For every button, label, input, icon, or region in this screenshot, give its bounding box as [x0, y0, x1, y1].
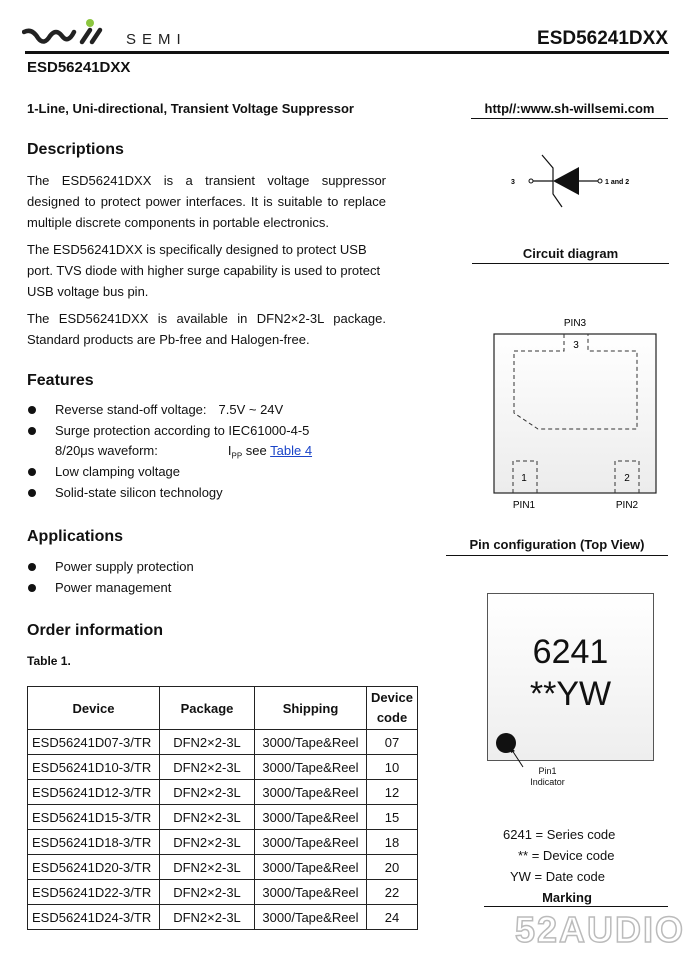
package-cell: DFN2×2-3L: [160, 805, 255, 830]
tagline: 1-Line, Uni-directional, Transient Voltage Suppressor: [27, 101, 354, 116]
package-cell: DFN2×2-3L: [160, 880, 255, 905]
order-table-body: [28, 730, 418, 930]
device-cell: ESD56241D20-3/TR: [28, 855, 160, 880]
device-cell: ESD56241D12-3/TR: [28, 780, 160, 805]
pin-label: 1 and 2: [605, 179, 630, 186]
watermark: 52AUDIO: [515, 909, 686, 950]
logo-text: SEMI: [126, 31, 187, 48]
table-row: [28, 755, 418, 780]
column-header: Device code: [367, 687, 418, 730]
table-row: [28, 855, 418, 880]
application-label: Power management: [55, 579, 172, 595]
feature-label: Low clamping voltage: [55, 464, 181, 480]
device-code-cell: 20: [367, 855, 418, 880]
willsemi-logo: [22, 18, 202, 53]
pin1-indicator-label: [520, 766, 575, 788]
ipp-subscript: PP: [231, 452, 243, 461]
marking-package: [487, 593, 654, 761]
order-table: [27, 686, 418, 930]
column-header: Package: [160, 687, 255, 730]
package-cell: DFN2×2-3L: [160, 855, 255, 880]
order-heading: Order information: [27, 622, 164, 639]
shipping-cell: 3000/Tape&Reel: [255, 855, 367, 880]
device-code-cell: 24: [367, 905, 418, 930]
header-part-number: ESD56241DXX: [537, 28, 668, 49]
list-item: [27, 578, 194, 599]
pad-2-label: 2: [624, 473, 630, 484]
table-4-link[interactable]: Table 4: [270, 443, 313, 459]
device-code-cell: 12: [367, 780, 418, 805]
pin-configuration-diagram: [480, 315, 670, 520]
feature-label: Reverse stand-off voltage:: [55, 402, 207, 417]
table-row: [28, 905, 418, 930]
pin2-label: PIN2: [615, 500, 639, 511]
bullet-icon: [28, 489, 36, 497]
pin3-label: PIN3: [563, 318, 587, 329]
pin-label: 3: [511, 179, 515, 186]
marking-legend: ** = Device code: [518, 848, 615, 863]
descriptions-heading: Descriptions: [27, 141, 124, 158]
pad-3-label: 3: [573, 340, 579, 351]
device-cell: ESD56241D24-3/TR: [28, 905, 160, 930]
shipping-cell: 3000/Tape&Reel: [255, 805, 367, 830]
marking-line-2: **YW: [529, 675, 612, 713]
package-cell: DFN2×2-3L: [160, 755, 255, 780]
pin-config-caption: Pin configuration (Top View): [469, 537, 645, 552]
column-header: Shipping: [255, 687, 367, 730]
ipp-symbol: I: [227, 443, 232, 459]
pad-1-label: 1: [521, 473, 527, 484]
indicator-text: Indicator: [530, 777, 565, 787]
list-item: [27, 483, 312, 504]
divider: [446, 555, 668, 556]
website-link[interactable]: http//:www.sh-willsemi.com: [484, 101, 655, 116]
package-cell: DFN2×2-3L: [160, 905, 255, 930]
list-item: [27, 557, 194, 578]
device-cell: ESD56241D22-3/TR: [28, 880, 160, 905]
shipping-cell: 3000/Tape&Reel: [255, 730, 367, 755]
pin1-label: PIN1: [512, 500, 536, 511]
circuit-caption: Circuit diagram: [522, 246, 619, 261]
table-header-row: [28, 687, 418, 730]
divider: [471, 118, 668, 119]
see-text: see: [242, 443, 271, 459]
feature-label: Surge protection according to IEC61000-4-5: [55, 422, 310, 438]
marking-legend: 6241 = Series code: [503, 827, 616, 842]
list-item: [27, 400, 312, 421]
description-paragraph: The ESD56241DXX is a transient voltage suppressor designed to protect power interfaces. It is suitable to replace multiple discrete components in portable electronics.: [27, 173, 386, 230]
column-header: Device: [28, 687, 160, 730]
marking-legend: YW = Date code: [510, 869, 606, 884]
bullet-icon: [28, 427, 36, 435]
feature-label: 8/20μs waveform:: [55, 443, 158, 459]
header-rule: [25, 51, 669, 54]
shipping-cell: 3000/Tape&Reel: [255, 880, 367, 905]
list-item: [27, 441, 312, 462]
package-cell: DFN2×2-3L: [160, 780, 255, 805]
feature-label: Solid-state silicon technology: [55, 484, 223, 500]
marking-caption: Marking: [542, 890, 592, 905]
table-row: [28, 880, 418, 905]
table-row: [28, 830, 418, 855]
package-cell: DFN2×2-3L: [160, 830, 255, 855]
shipping-cell: 3000/Tape&Reel: [255, 830, 367, 855]
indicator-text: Pin1: [538, 766, 557, 776]
marking-line-1: 6241: [532, 633, 609, 671]
bullet-icon: [28, 468, 36, 476]
device-code-cell: 22: [367, 880, 418, 905]
features-list: [27, 400, 312, 504]
circuit-diagram: [505, 150, 645, 215]
table-row: [28, 805, 418, 830]
shipping-cell: 3000/Tape&Reel: [255, 780, 367, 805]
feature-value: 7.5V ~ 24V: [218, 402, 284, 417]
applications-list: [27, 557, 194, 598]
subtitle: ESD56241DXX: [27, 59, 131, 76]
list-item: [27, 462, 312, 483]
table-row: [28, 730, 418, 755]
device-cell: ESD56241D07-3/TR: [28, 730, 160, 755]
package-cell: DFN2×2-3L: [160, 730, 255, 755]
bullet-icon: [28, 406, 36, 414]
application-label: Power supply protection: [55, 559, 194, 574]
device-code-cell: 15: [367, 805, 418, 830]
applications-heading: Applications: [27, 528, 124, 545]
description-paragraph: The ESD56241DXX is available in DFN2×2-3L package. Standard products are Pb-free and Halogen-free.: [27, 311, 386, 347]
device-cell: ESD56241D18-3/TR: [28, 830, 160, 855]
divider: [484, 906, 668, 907]
divider: [472, 263, 669, 264]
device-cell: ESD56241D15-3/TR: [28, 805, 160, 830]
device-cell: ESD56241D10-3/TR: [28, 755, 160, 780]
device-code-cell: 18: [367, 830, 418, 855]
device-code-cell: 07: [367, 730, 418, 755]
table-row: [28, 780, 418, 805]
table-caption: Table 1.: [27, 654, 71, 668]
bullet-icon: [28, 584, 36, 592]
bullet-icon: [28, 563, 36, 571]
device-code-cell: 10: [367, 755, 418, 780]
description-paragraph: The ESD56241DXX is specifically designed to protect USB port. TVS diode with higher surge capability is used to protect USB voltage bus pin.: [27, 242, 381, 299]
features-heading: Features: [27, 372, 94, 389]
shipping-cell: 3000/Tape&Reel: [255, 905, 367, 930]
list-item: [27, 421, 312, 442]
shipping-cell: 3000/Tape&Reel: [255, 755, 367, 780]
